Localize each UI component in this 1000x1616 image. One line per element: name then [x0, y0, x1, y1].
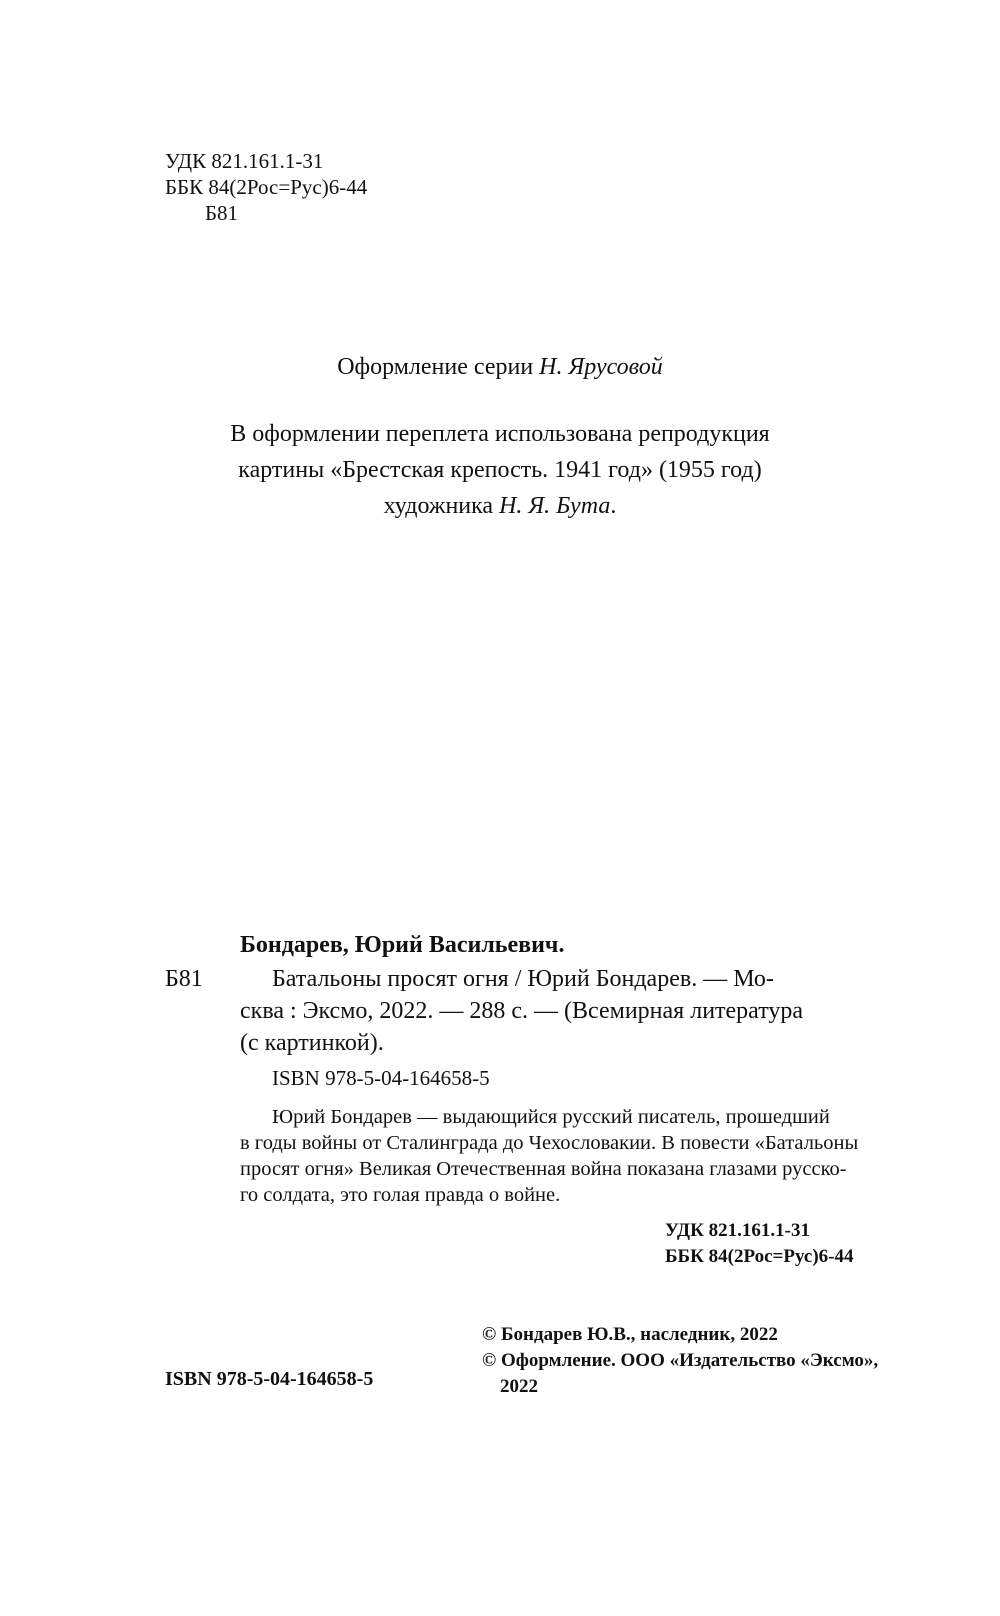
footer-isbn: ISBN 978-5-04-164658-5	[165, 1368, 374, 1390]
annotation-line-2: в годы войны от Сталинграда до Чехословакии. В повести «Батальоны	[240, 1132, 859, 1154]
designer-name: Н. Ярусовой	[539, 354, 663, 380]
copyright-line-1: © Бондарев Ю.В., наследник, 2022	[482, 1324, 778, 1345]
bottom-udk-code: УДК 821.161.1-31	[665, 1220, 810, 1241]
copyright-line-3: 2022	[500, 1376, 538, 1397]
cover-credit	[0, 416, 1000, 524]
entry-heading: Бондарев, Юрий Васильевич.	[240, 932, 565, 958]
design-credit	[0, 349, 1000, 385]
annotation-line-3: просят огня» Великая Отечественная война показана глазами русско-	[240, 1158, 847, 1180]
copyright-line-2: © Оформление. ООО «Издательство «Эксмо»,	[482, 1350, 879, 1371]
cover-credit-line-1: В оформлении переплета использована репродукция	[230, 421, 770, 447]
annotation-line-1: Юрий Бондарев — выдающийся русский писатель, прошедший	[272, 1106, 830, 1128]
artist-label: художника	[383, 493, 494, 519]
entry-mark: Б81	[165, 966, 203, 992]
udk-code: УДК 821.161.1-31	[165, 149, 324, 173]
entry-isbn: ISBN 978-5-04-164658-5	[272, 1066, 490, 1090]
entry-line-3: (с картинкой).	[240, 1030, 384, 1056]
cover-credit-line-2: картины «Брестская крепость. 1941 год» (1955 год)	[238, 457, 762, 483]
cover-credit-line-3	[0, 488, 1000, 524]
artist-name: Н. Я. Бута	[499, 493, 611, 519]
entry-line-2: сква : Эксмо, 2022. — 288 с. — (Всемирная литература	[240, 998, 804, 1024]
annotation-line-4: го солдата, это голая правда о войне.	[240, 1184, 561, 1206]
entry-line-1: Батальоны просят огня / Юрий Бондарев. — Мо-	[272, 966, 774, 992]
bbk-code: ББК 84(2Рос=Рус)6-44	[165, 175, 368, 199]
author-mark: Б81	[205, 201, 239, 225]
artist-end: .	[610, 493, 617, 519]
bottom-bbk-code: ББК 84(2Рос=Рус)6-44	[665, 1246, 854, 1267]
design-credit-label: Оформление серии	[337, 354, 534, 380]
